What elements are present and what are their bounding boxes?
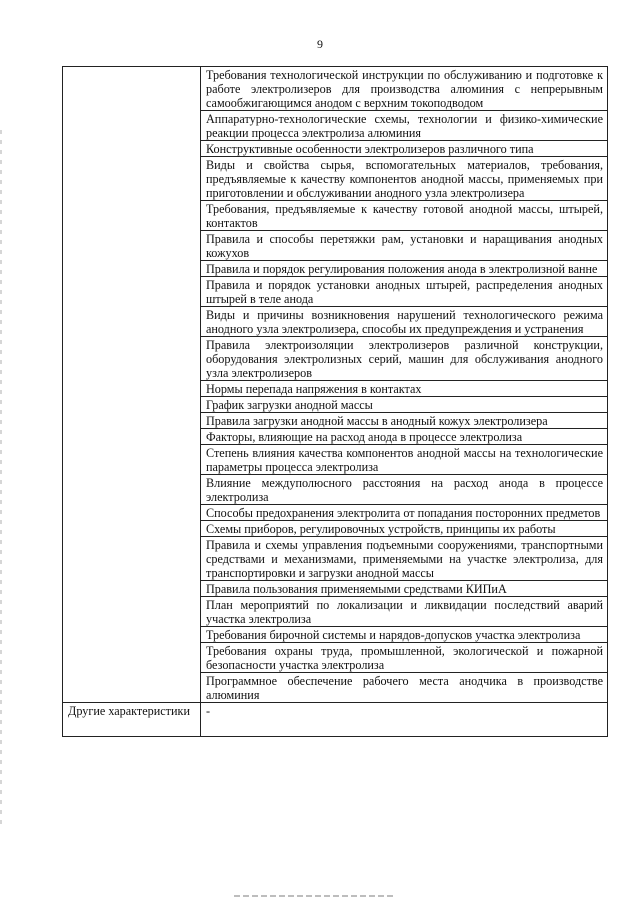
knowledge-item-text: Требования охраны труда, промышленной, экологической и пожарной безопасности участка электролиза <box>206 644 603 672</box>
knowledge-item-text: Правила и способы перетяжки рам, установки и наращивания анодных кожухов <box>206 232 603 260</box>
knowledge-item-text: Схемы приборов, регулировочных устройств, принципы их работы <box>206 522 556 536</box>
knowledge-label-cell <box>63 67 201 703</box>
knowledge-item-cell <box>201 581 608 597</box>
knowledge-item-cell <box>201 111 608 141</box>
knowledge-item-text: Требования, предъявляемые к качеству готовой анодной массы, штырей, контактов <box>206 202 603 230</box>
knowledge-item-cell <box>201 157 608 201</box>
knowledge-item-text: Степень влияния качества компонентов анодной массы на технологические параметры процесса электролиза <box>206 446 603 474</box>
knowledge-item-text: Нормы перепада напряжения в контактах <box>206 382 422 396</box>
requirements-table <box>62 66 608 737</box>
knowledge-item-cell <box>201 673 608 703</box>
other-characteristics-row <box>63 703 608 737</box>
knowledge-item-cell <box>201 337 608 381</box>
knowledge-item-text: План мероприятий по локализации и ликвидации последствий аварий участка электролиза <box>206 598 603 626</box>
knowledge-item-text: Аппаратурно-технологические схемы, технологии и физико-химические реакции процесса электролиза алюминия <box>206 112 603 140</box>
knowledge-item-text: Конструктивные особенности электролизеров различного типа <box>206 142 534 156</box>
knowledge-item-cell <box>201 429 608 445</box>
knowledge-item-text: Правила электроизоляции электролизеров различной конструкции, оборудования электролизных серий, машин для обслуживания анодного узла электролизеров <box>206 338 603 380</box>
knowledge-item-cell <box>201 201 608 231</box>
knowledge-row <box>63 67 608 111</box>
knowledge-item-text: График загрузки анодной массы <box>206 398 373 412</box>
knowledge-item-text: Требования технологической инструкции по обслуживанию и подготовке к работе электролизеров для производства алюминия с непрерывным самообжигающимся анодом с верхним токоподводом <box>206 68 603 110</box>
knowledge-item-text: Влияние междуполюсного расстояния на расход анода в процессе электролиза <box>206 476 603 504</box>
scan-bottom-mark <box>234 895 394 897</box>
knowledge-item-text: Способы предохранения электролита от попадания посторонних предметов <box>206 506 601 520</box>
knowledge-item-cell <box>201 231 608 261</box>
knowledge-item-text: Требования бирочной системы и нарядов-допусков участка электролиза <box>206 628 581 642</box>
knowledge-item-text: Виды и свойства сырья, вспомогательных материалов, требования, предъявляемые к качеству компонентов анодной массы, применяемых при приготовлении и обслуживании анодного узла электролизера <box>206 158 603 200</box>
page-number: 9 <box>317 37 323 51</box>
knowledge-item-cell <box>201 445 608 475</box>
knowledge-item-text: Виды и причины возникновения нарушений технологического режима анодного узла электролизера, способы их предупреждения и устранения <box>206 308 603 336</box>
knowledge-item-cell <box>201 397 608 413</box>
knowledge-item-text: Правила и порядок регулирования положения анода в электролизной ванне <box>206 262 598 276</box>
knowledge-item-cell <box>201 597 608 627</box>
knowledge-item-cell <box>201 537 608 581</box>
knowledge-item-cell <box>201 521 608 537</box>
knowledge-item-cell <box>201 627 608 643</box>
knowledge-item-cell <box>201 381 608 397</box>
knowledge-item-cell <box>201 643 608 673</box>
knowledge-item-text: Правила пользования применяемыми средствами КИПиА <box>206 582 507 596</box>
knowledge-item-cell <box>201 141 608 157</box>
knowledge-item-cell <box>201 505 608 521</box>
knowledge-item-cell <box>201 307 608 337</box>
requirements-table-body <box>63 67 608 737</box>
knowledge-item-cell <box>201 475 608 505</box>
scan-edge-mark <box>0 130 2 830</box>
knowledge-item-text: Программное обеспечение рабочего места анодчика в производстве алюминия <box>206 674 603 702</box>
other-characteristics-value: - <box>201 703 608 737</box>
knowledge-item-cell <box>201 277 608 307</box>
knowledge-item-text: Правила и порядок установки анодных штырей, распределения анодных штырей в теле анода <box>206 278 603 306</box>
knowledge-item-cell <box>201 261 608 277</box>
other-characteristics-label: Другие характеристики <box>63 703 201 737</box>
knowledge-item-text: Правила загрузки анодной массы в анодный кожух электролизера <box>206 414 548 428</box>
knowledge-item-cell <box>201 67 608 111</box>
knowledge-item-text: Факторы, влияющие на расход анода в процессе электролиза <box>206 430 523 444</box>
knowledge-item-text: Правила и схемы управления подъемными сооружениями, транспортными средствами и механизмами, применяемыми на участке электролиза, для транспортировки и загрузки анодной массы <box>206 538 603 580</box>
knowledge-item-cell <box>201 413 608 429</box>
